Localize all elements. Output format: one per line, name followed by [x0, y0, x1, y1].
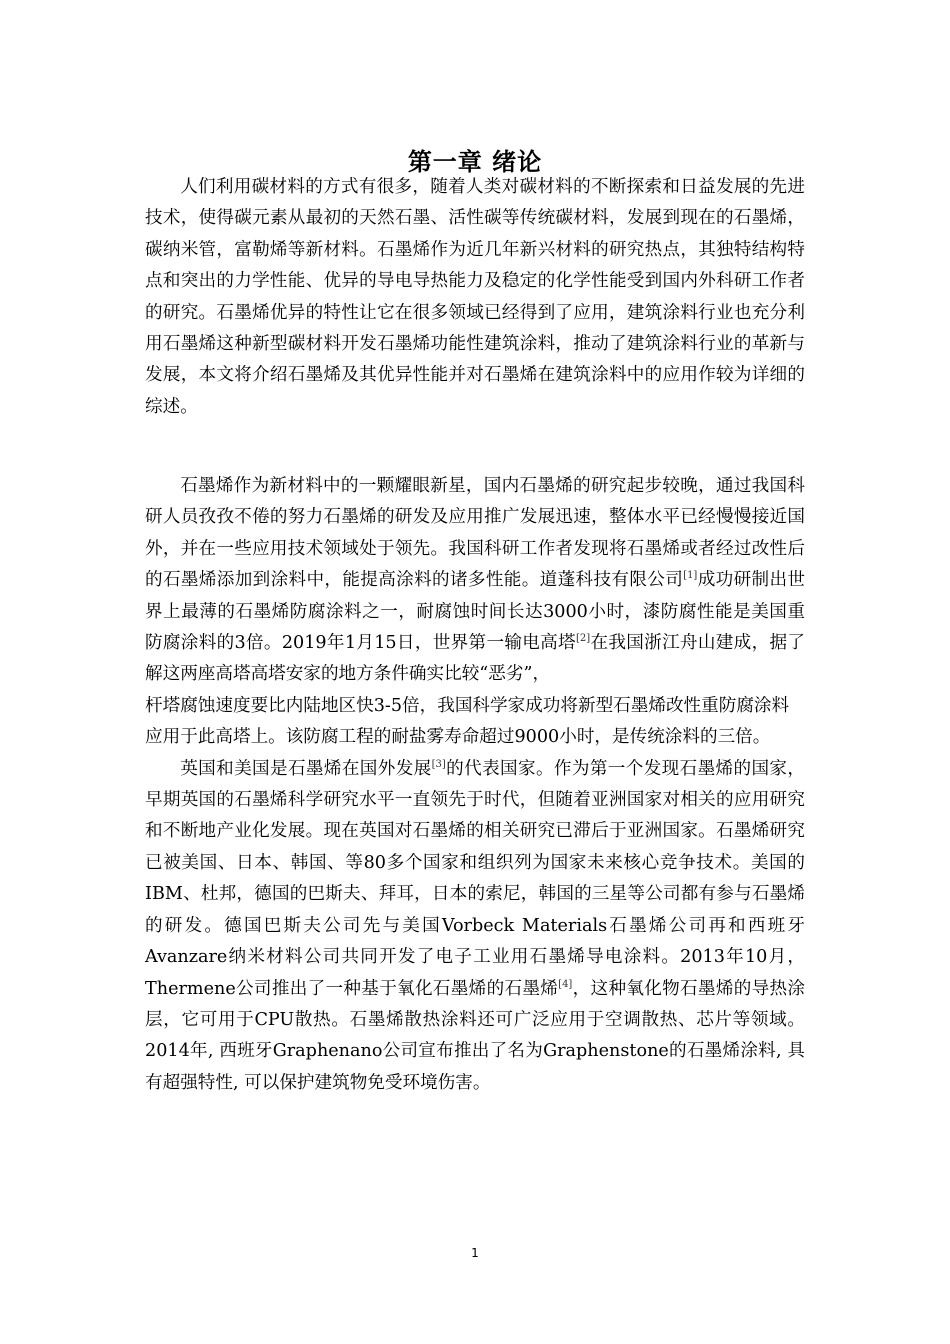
body-text-block-2: [145, 471, 805, 1099]
chapter-title: 第一章 绪论: [407, 148, 543, 176]
citation-2[interactable]: [2]: [575, 633, 591, 645]
paragraph-domestic-part-b: 成功研制出世界上最薄的石墨烯防腐涂料之一，耐腐蚀时间长达3000小时，漆防腐性能是美国重防腐涂料的3倍。2019年1月15日，世界第一输电高塔: [145, 570, 805, 654]
page-number: 1: [471, 1246, 479, 1260]
paragraph-foreign-part-b: 的代表国家。作为第一个发现石墨烯的国家，早期英国的石墨烯科学研究水平一直领先于时代，但随着亚洲国家对相关的应用研究和不断地产业化发展。现在英国对石墨烯的相关研究已滞后于亚洲国家。石墨烯研究已被美国、日本、韩国、等80多个国家和组织列为国家未来核心竞争技术。美国的IBM、杜邦，德国的巴斯夫、拜耳，日本的索尼，韩国的三星等公司都有参与石墨烯的研发。德国巴斯夫公司先与美国Vorbeck Materials石墨烯公司再和西班牙Avanzare纳米材料公司共同开发了电子工业用石墨烯导电涂料。2013年10月，Thermene公司推出了一种基于氧化石墨烯的石墨烯: [145, 758, 805, 999]
paragraph-foreign: [145, 754, 805, 1099]
paragraph-foreign-part-c: ，这种氧化物石墨烯的导热涂层，它可用于CPU散热。石墨烯散热涂料还可广泛应用于空调散热、芯片等领域。2014年, 西班牙Graphenano公司宣布推出了名为Graphenstone的石墨烯涂料, 具有超强特性, 可以保护建筑物免受环境伤害。: [145, 978, 805, 1093]
paragraph-intro: 人们利用碳材料的方式有很多，随着人类对碳材料的不断探索和日益发展的先进技术，使得碳元素从最初的天然石墨、活性碳等传统碳材料，发展到现在的石墨烯，碳纳米管，富勒烯等新材料。石墨烯作为近几年新兴材料的研究热点，其独特结构特点和突出的力学性能、优异的导电导热能力及稳定的化学性能受到国内外科研工作者的研究。石墨烯优异的特性让它在很多领域已经得到了应用，建筑涂料行业也充分利用石墨烯这种新型碳材料开发石墨烯功能性建筑涂料，推动了建筑涂料行业的革新与发展，本文将介绍石墨烯及其优异性能并对石墨烯在建筑涂料中的应用作较为详细的综述。: [145, 177, 805, 417]
paragraph-foreign-part-a: 英国和美国是石墨烯在国外发展: [180, 758, 432, 779]
citation-1[interactable]: [1]: [683, 570, 698, 582]
paragraph-domestic-part-a: 石墨烯作为新材料中的一颗耀眼新星，国内石墨烯的研究起步较晚，通过我国科研人员孜孜不倦的努力石墨烯的研发及应用推广发展迅速，整体水平已经慢慢接近国外，并在一些应用技术领域处于领先。我国科研工作者发现将石墨烯或者经过改性后的石墨烯添加到涂料中，能提高涂料的诸多性能。道蓬科技有限公司: [145, 476, 805, 591]
body-text-block-1: [145, 172, 805, 423]
citation-4[interactable]: [4]: [558, 978, 573, 990]
paragraph-domestic: [145, 471, 805, 691]
citation-3[interactable]: [3]: [431, 758, 446, 770]
paragraph-domestic-part-c: 在我国浙江舟山建成，据了解这两座高塔高塔安家的地方条件确实比较“恶劣”，: [145, 633, 805, 685]
paragraph-domestic-continued: 杆塔腐蚀速度要比内陆地区快3-5倍，我国科学家成功将新型石墨烯改性重防腐涂料应用于此高塔上。该防腐工程的耐盐雾寿命超过9000小时，是传统涂料的三倍。: [145, 695, 790, 748]
